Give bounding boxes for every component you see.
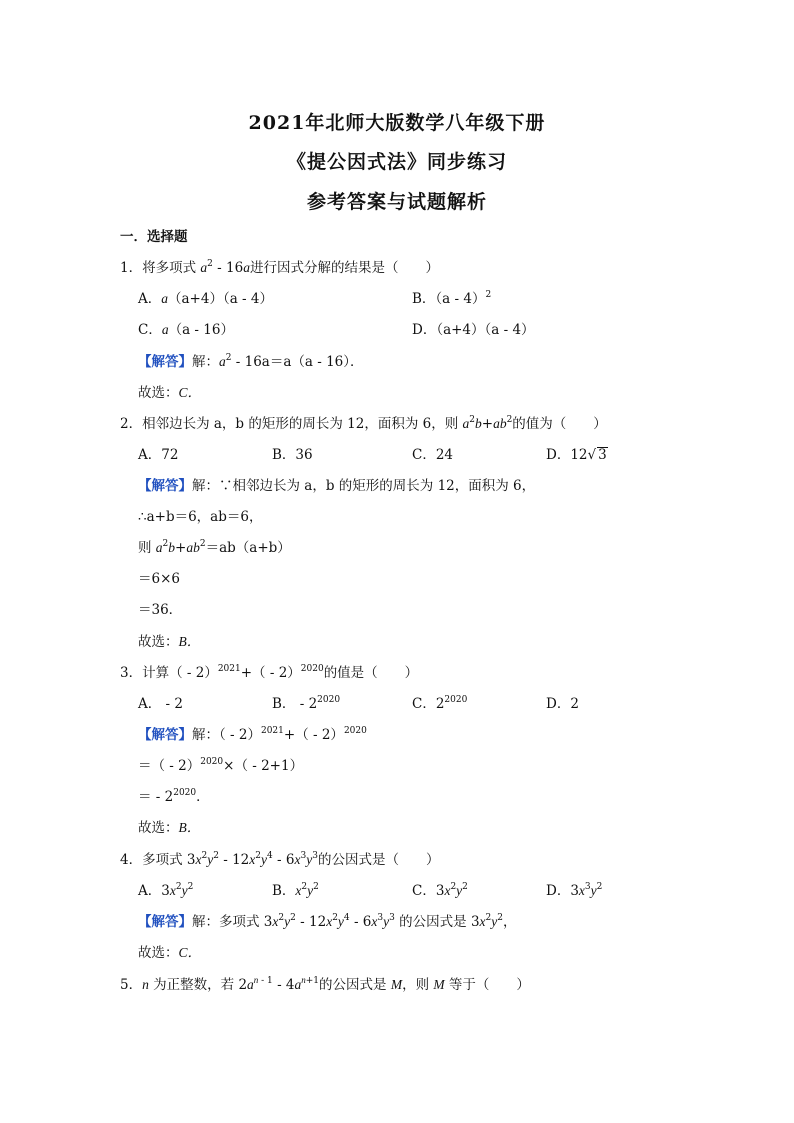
q4-option-d: D．$3x^3y^2$ [546,882,603,899]
q3-option-c: C．$2^{2020}$ [412,695,468,712]
q3-choice: 故选：B． [138,820,201,836]
doc-title: 2021年北师大版数学八年级下册 [248,112,546,134]
q4-option-a: A．$3x^2y^2$ [138,882,194,899]
q2-option-a: A．72 [138,447,179,463]
q2-choice: 故选：B． [138,634,201,650]
q4-option-b: B．$x^2y^2$ [272,882,319,899]
section-heading: 一．选择题 [120,229,188,245]
q3-solution-1: 【解答】解：（ - 2）$^{2021}$+（ - 2）$^{2020}$ [138,726,367,743]
q2-option-c: C．24 [412,447,454,463]
q2-option-d: D．12√ 3 [546,447,607,463]
q5-stem: 5．n 为正整数，若 $2a^{n - 1} - 4a^{n+1}$的公因式是 M，则 M 等于（ ） [120,975,530,993]
q4-stem: 4．多项式 $3x^2y^2 - 12x^2y^4 - 6x^3y^3$的公因式是（ ） [120,851,440,868]
q2-solution-3: 则 $a^2b+ab^2=ab(a+b)$ [138,539,291,556]
doc-subtitle: 《提公因式法》同步练习 [286,151,507,173]
q1-option-d: D．（a+4）（a - 4） [412,322,535,338]
q4-choice: 故选：C． [138,945,202,961]
q3-option-a: A． - 2 [138,696,183,712]
q2-solution-5: ＝36． [138,602,183,618]
q2-stem: 2．相邻边长为 a，b 的矩形的周长为 12，面积为 6，则 $a^2b+ab^2$的值为（ ） [120,415,607,432]
q2-solution-4: ＝6×6 [138,571,180,587]
doc-heading: 参考答案与试题解析 [306,191,487,213]
q3-option-b: B． - $2^{2020}$ [272,695,341,712]
q3-option-d: D．2 [546,696,579,712]
q3-solution-2: ＝（ - 2）$^{2020}$×（ - 2+1） [138,757,304,774]
sqrt-icon: √ [587,447,597,463]
q2-option-b: B．36 [272,447,313,463]
q1-solution: 【解答】解：$a^2 - 16a=a(a - 16)$． [138,353,364,370]
q3-solution-3: ＝ - $2^{2020}$． [138,788,210,805]
q1-option-b: B．（a - 4）$^2$ [412,290,492,307]
q1-choice: 故选：C． [138,385,202,401]
q1-option-c: C．a（a - 16） [138,322,234,338]
q4-solution: 【解答】解：多项式 $3x^2y^2 - 12x^2y^4 - 6x^3y^3$ 的公因式是 $3x^2y^2$， [138,913,517,930]
q2-solution-2: ∴a+b＝6，ab＝6， [138,509,263,525]
q3-stem: 3．计算（ - 2）$^{2021}$+（ - 2）$^{2020}$的值是（ ） [120,664,419,681]
q1-option-a: A．a（a+4）（a - 4） [138,291,273,307]
q4-option-c: C．$3x^2y^2$ [412,882,468,899]
q2-solution-1: 【解答】解：∵相邻边长为 a，b 的矩形的周长为 12，面积为 6， [138,478,536,494]
q1-stem: 1．将多项式 $a^2 - 16a$进行因式分解的结果是（ ） [120,259,439,276]
